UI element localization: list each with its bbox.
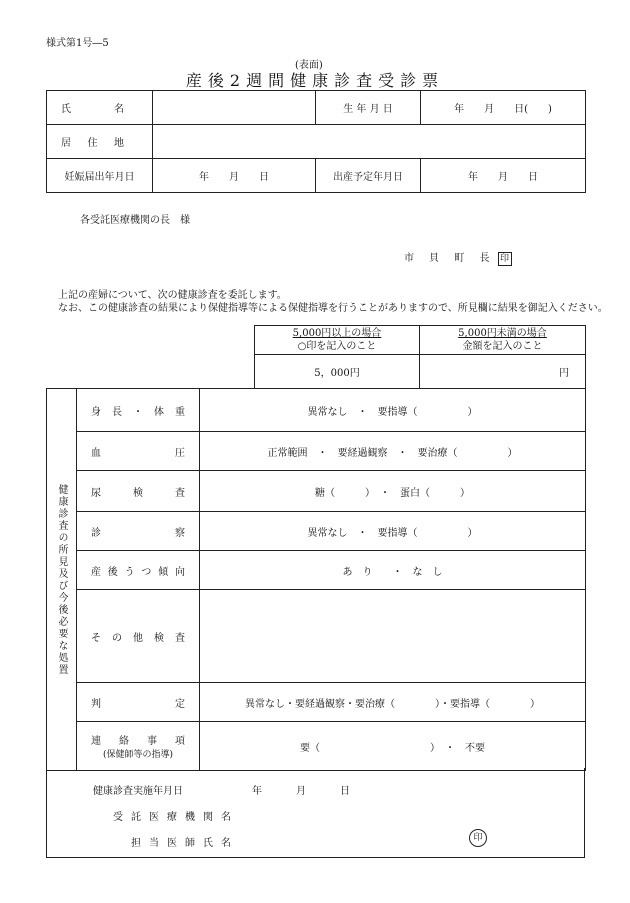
findings-item-label: 尿 検 査: [77, 471, 200, 512]
form-title: 産後2週間健康診査受診票: [185, 71, 445, 90]
exam-date-label: 健康診査実施年月日: [93, 786, 183, 797]
pregnancy-report-field[interactable]: 年 月 日: [153, 159, 316, 193]
findings-row: [47, 432, 586, 471]
findings-row: [47, 389, 586, 432]
findings-row: [47, 551, 586, 590]
findings-row: [47, 683, 586, 722]
findings-row: [47, 471, 586, 512]
dob-field[interactable]: 年 月 日( ): [421, 91, 586, 125]
fee-under-value[interactable]: 円: [420, 355, 586, 389]
form-number: 様式第1号―5: [46, 38, 109, 49]
fee-table: [254, 325, 586, 389]
findings-row: [47, 590, 586, 683]
findings-item-value[interactable]: 異常なし ・ 要指導（ ）: [200, 389, 586, 432]
due-date-field[interactable]: 年 月 日: [421, 159, 586, 193]
addressee: 各受託医療機関の長 様: [80, 215, 190, 226]
name-label: 氏 名: [47, 91, 153, 125]
due-date-label: 出産予定年月日: [316, 159, 421, 193]
findings-item-label: 診 察: [77, 512, 200, 551]
findings-item-label: 血 圧: [77, 432, 200, 471]
doctor-label: 担当医師氏名: [131, 838, 239, 849]
findings-item-label: 産 後 う つ 傾 向: [77, 551, 200, 590]
seal-icon: 印: [498, 252, 512, 266]
findings-item-value[interactable]: 要（ ） ・ 不要: [200, 722, 586, 771]
side-label: (表面): [295, 60, 323, 71]
body-line-2: なお、この健康診査の結果により保健指導等による保健指導を行うことがありますので、所見欄に結果を御記入ください。: [58, 303, 608, 314]
findings-item-value[interactable]: 正常範囲 ・ 要経過観察 ・ 要治療（ ）: [200, 432, 586, 471]
sender: 市 貝 町 長 印: [404, 249, 512, 266]
findings-item-label: 判 定: [77, 683, 200, 722]
exam-date-field[interactable]: 年 月 日: [252, 786, 362, 797]
fee-under-heading: 5,000円未満の場合 金額を記入のこと: [420, 326, 586, 355]
pregnancy-report-label: 妊娠届出年月日: [47, 159, 153, 193]
findings-item-value[interactable]: [200, 590, 586, 683]
fee-over-value[interactable]: 5，000円: [255, 355, 420, 389]
findings-item-subnote: (保健師等の指導): [102, 750, 174, 760]
findings-item-value[interactable]: 異常なし ・ 要指導（ ）: [200, 512, 586, 551]
name-field[interactable]: [153, 91, 316, 125]
doctor-seal-icon: 印: [469, 829, 487, 847]
institution-label: 受託医療機関名: [113, 812, 239, 823]
findings-row: [47, 512, 586, 551]
findings-item-value[interactable]: あ り ・ な し: [200, 551, 586, 590]
body-line-1: 上記の産婦について、次の健康診査を委託します。: [58, 290, 287, 301]
findings-item-value[interactable]: 糖（ ） ・ 蛋白（ ）: [200, 471, 586, 512]
fee-over-heading: 5,000円以上の場合 ○印を記入のこと: [255, 326, 420, 355]
findings-table: [46, 388, 586, 771]
address-field[interactable]: [153, 125, 586, 159]
findings-item-value[interactable]: 異常なし・要経過観察・要治療（ ）・要指導（ ）: [200, 683, 586, 722]
findings-item-label: 身 長 ・ 体 重: [77, 389, 200, 432]
patient-info-table: [46, 90, 586, 193]
dob-label: 生 年 月 日: [316, 91, 421, 125]
findings-section-label: 健康診査の所見及び今後必要な処置: [47, 389, 77, 771]
address-label: 居 住 地: [47, 125, 153, 159]
findings-item-label: 連 絡 事 項 (保健師等の指導): [77, 722, 200, 771]
findings-item-label: そ の 他 検 査: [77, 590, 200, 683]
findings-row: [47, 722, 586, 771]
